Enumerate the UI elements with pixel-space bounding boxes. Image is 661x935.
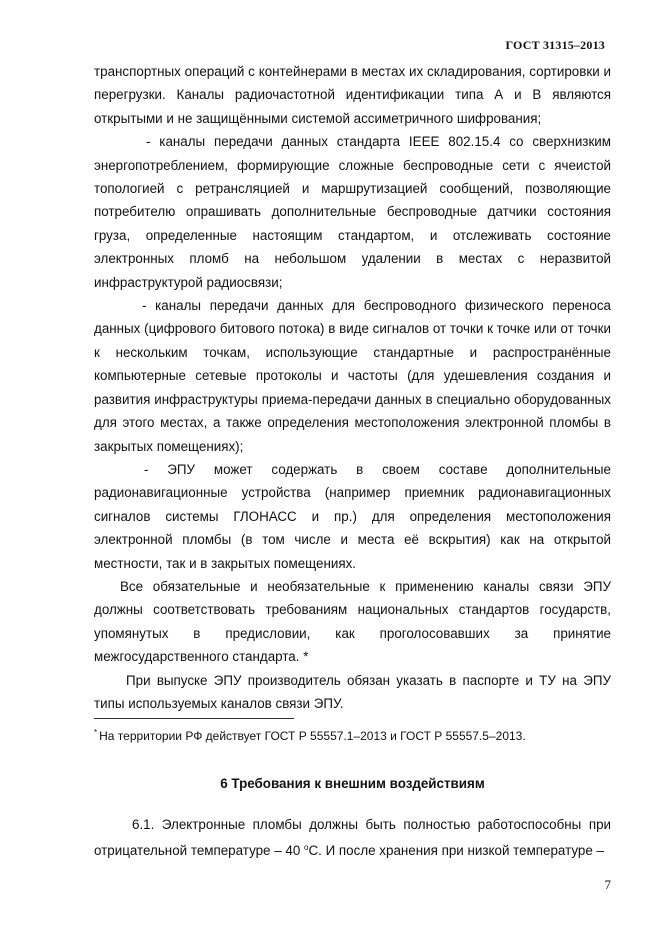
paragraph-manufacturer-obligation: При выпуске ЭПУ производитель обязан указать в паспорте и ТУ на ЭПУ типы используемых каналов связи ЭПУ. xyxy=(94,672,611,711)
page-number: 7 xyxy=(604,877,611,892)
paragraph-6-1 xyxy=(94,813,611,863)
page-header-standard-code: ГОСТ 31315–2013 xyxy=(505,38,605,52)
list-item-ieee-channels: - каналы передачи данных стандарта IEEE 802.15.4 со сверхнизким энергопотреблением, формирующие сложные беспроводные сети с ячеистой топологией с ретрансляцией и маршрутизацией сообщений, позволяющие потребителю опрашивать дополнительные беспроводные датчики состояния груза, определенные настоящим стандартом, и отслеживать состояние электронных пломб на небольшом удалении в местах с неразвитой инфраструктурой радиосвязи; xyxy=(94,134,611,290)
footnote-divider xyxy=(94,718,294,719)
paragraph-continuation: транспортных операций с контейнерами в местах их складирования, сортировки и перегрузки. Каналы радиочастотной идентификации типа А и В являются открытыми и не защищёнными системой ассиметричного шифрования; xyxy=(94,64,611,126)
degree-sign: о xyxy=(304,843,309,853)
paragraph-6-1-part1: 6.1. Электронные пломбы должны быть полностью работоспособны при отрицательной температуре – 40 xyxy=(94,817,611,859)
footnote xyxy=(94,728,526,743)
list-item-wireless-channels: - каналы передачи данных для беспроводного физического переноса данных (цифрового битового потока) в виде сигналов от точки к точке или от точки к нескольким точкам, использующие стандартные и распространённые компьютерные сетевые протоколы и частоты (для удешевления создания и развития инфраструктуры приема-передачи данных в специально оборудованных для этого местах, а также определения местоположения электронной пломбы в закрытых помещениях); xyxy=(94,298,611,454)
list-item-navigation-devices: - ЭПУ может содержать в своем составе дополнительные радионавигационные устройства (например приемник радионавигационных сигналов системы ГЛОНАСС и пр.) для определения местоположения электронной пломбы (в том числе и места её вскрытия) как на открытой местности, так и в закрытых помещениях. xyxy=(94,461,611,571)
paragraph-6-1-part2: С. И после хранения при низкой температуре – xyxy=(308,843,604,859)
main-text xyxy=(94,60,611,715)
footnote-text: На территории РФ действует ГОСТ Р 55557.1–2013 и ГОСТ Р 55557.5–2013. xyxy=(99,729,526,743)
section-text xyxy=(94,813,611,863)
section-heading: 6 Требования к внешним воздействиям xyxy=(220,776,485,791)
paragraph-channel-requirements: Все обязательные и необязательные к применению каналы связи ЭПУ должны соответствовать требованиям национальных стандартов государств, упомянутых в предисловии, как проголосовавших за принятие межгосударственного стандарта. * xyxy=(94,578,611,665)
footnote-marker: * xyxy=(94,728,98,737)
